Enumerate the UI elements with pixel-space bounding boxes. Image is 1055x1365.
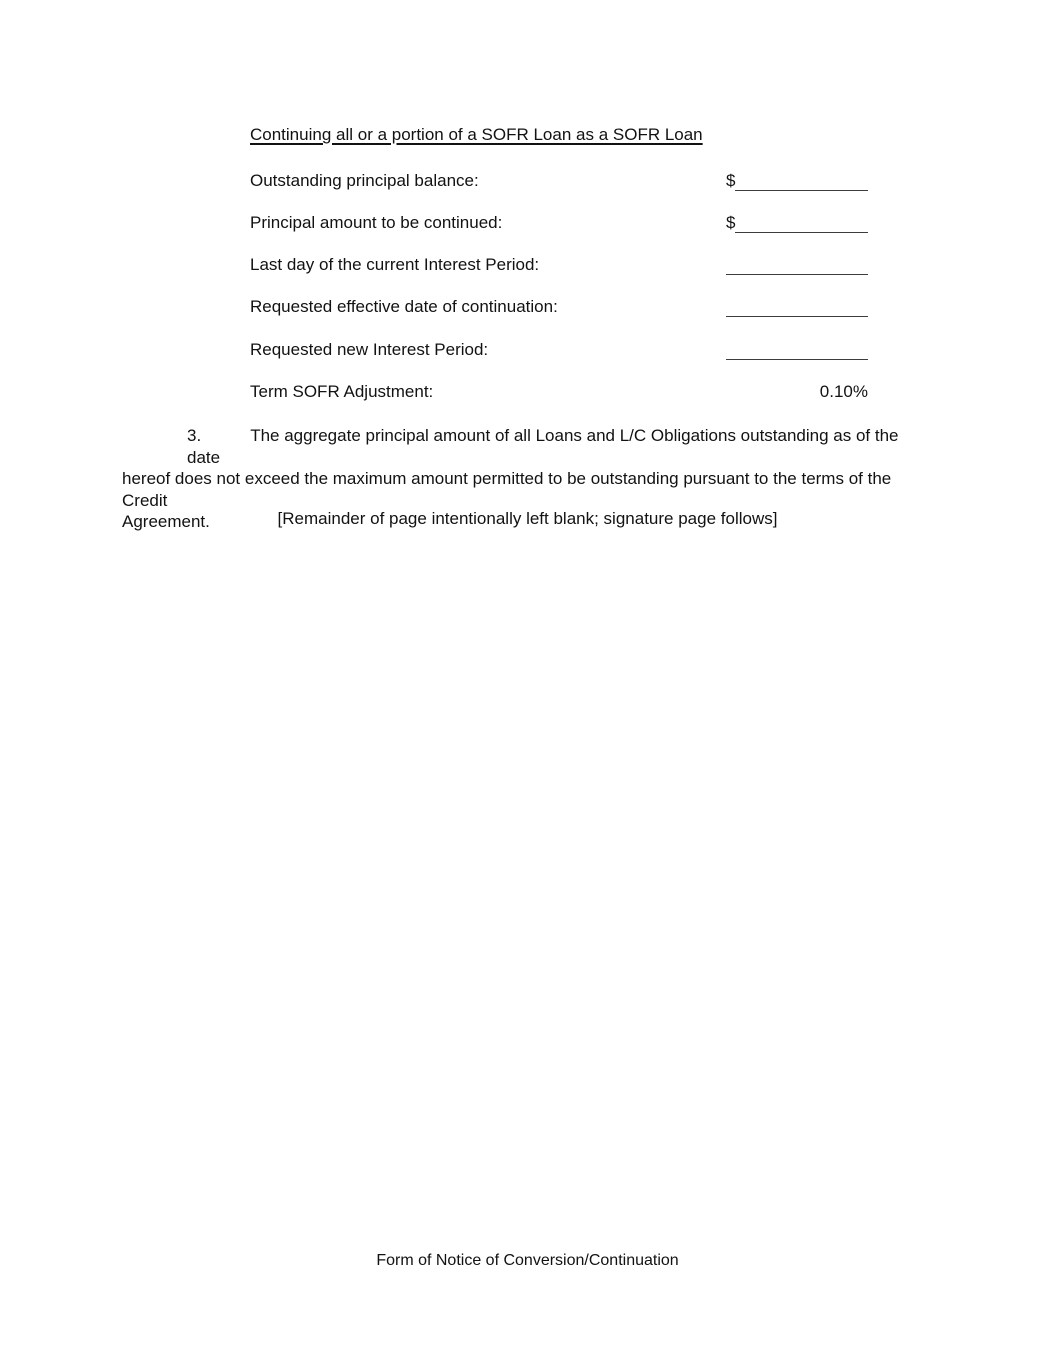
blank-line	[726, 255, 868, 275]
blank-line	[735, 171, 868, 191]
row-value-text: 0.10%	[819, 382, 868, 401]
row-label: Term SOFR Adjustment:	[250, 382, 434, 401]
row-value	[726, 382, 868, 402]
paragraph-line: Agreement.	[122, 512, 210, 531]
form-row	[250, 297, 868, 317]
form-row	[250, 255, 868, 275]
row-value	[726, 297, 868, 317]
row-label: Outstanding principal balance:	[250, 171, 479, 190]
row-label: Requested new Interest Period:	[250, 340, 489, 359]
form-row	[250, 213, 868, 233]
form-row	[250, 340, 868, 360]
row-value	[726, 255, 868, 275]
row-label: Requested effective date of continuation:	[250, 297, 558, 316]
paragraph-number: 3.	[187, 426, 202, 445]
row-value	[726, 340, 868, 360]
blank-line	[735, 213, 868, 233]
blank-line	[726, 297, 868, 317]
row-label: Principal amount to be continued:	[250, 213, 503, 232]
form-row	[250, 171, 868, 191]
footer-note: Form of Notice of Conversion/Continuation	[376, 1252, 679, 1269]
remainder-note: [Remainder of page intentionally left blank; signature page follows]	[277, 509, 778, 528]
section-heading: Continuing all or a portion of a SOFR Loan as a SOFR Loan	[250, 125, 703, 144]
paragraph-line: hereof does not exceed the maximum amount permitted to be outstanding pursuant to the terms of the Credit	[122, 469, 892, 510]
row-value	[726, 171, 868, 191]
row-label: Last day of the current Interest Period:	[250, 255, 540, 274]
dollar-sign: $	[726, 171, 736, 190]
blank-line	[726, 340, 868, 360]
row-value	[726, 213, 868, 233]
paragraph-text: The aggregate principal amount of all Loans and L/C Obligations outstanding as of the date	[187, 426, 899, 467]
form-row	[250, 382, 868, 402]
dollar-sign: $	[726, 213, 736, 232]
paragraph-line	[122, 425, 934, 468]
